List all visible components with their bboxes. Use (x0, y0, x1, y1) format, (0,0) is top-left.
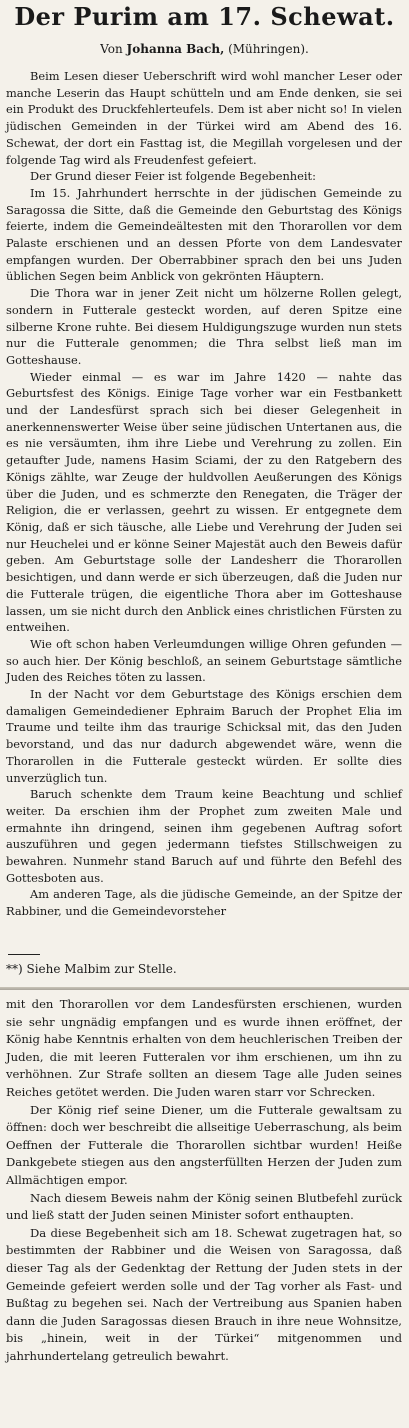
author-name: Johanna Bach, (126, 42, 225, 56)
article-title: Der Purim am 17. Schewat. (14, 2, 395, 31)
paragraph: Wie oft schon haben Verleumdungen willige Ohren gefunden — so auch hier. Der König beschloß, an seinem Geburtstage sämtliche Juden des Reiches töten zu lassen. (6, 636, 402, 685)
paragraph: Da diese Begebenheit sich am 18. Schewat zugetragen hat, so bestimmten der Rabbiner und die Weisen von Saragossa, daß dieser Tag als der Gedenktag der Rettung der Juden stets in der Gemeinde gefeiert werden solle und der Tag vorher als Fast- und Bußtag zu begehen sei. Nach der Vertreibung aus Spanien haben dann die Juden Saragossas diesen Brauch in ihre neue Wohnsitze, bis „hinein, weit in der Türkei“ mitgenommen und jahrhundertelang getreulich bewahrt. (6, 1225, 402, 1363)
paragraph: Baruch schenkte dem Traum keine Beachtung und schlief weiter. Da erschien ihm der Prophet zum zweiten Male und ermahnte ihn dringend, seinen ihm gegebenen Auftrag sofort auszuführen und gegen jedermann tiefstes Stillschweigen zu bewahren. Nunmehr stand Baruch auf und führte den Befehl des Gottesboten aus. (6, 787, 402, 885)
paragraph: Wieder einmal — es war im Jahre 1420 — nahte das Geburtsfest des Königs. Einige Tage vorher war ein Festbankett und der Landesfürst sprach sich bei dieser Gelegenheit in anerkennenswerter Weise über seine jüdischen Untertanen aus, die es nie versäumten, ihm ihre Liebe und Verehrung zu zollen. Ein getaufter Jude, namens Hasim Sciami, der zu den Ratgebern des Königs zählte, war Zeuge der huldvollen Aeußerungen des Königs über die Juden, und es schmerzte den Renegaten, die Träger der Religion, die er verlassen, geehrt zu wissen. Er entgegnete dem König, daß er sich täusche, alle Liebe und Verehrung der Juden sei nur Heuchelei und er könne Seiner Majestät auch den Beweis dafür geben. Am Geburtstage solle der Landesherr die Thorarollen besichtigen, und dann werde er sich überzeugen, daß die Juden nur die Futterale trügen, die eigentliche Thora aber im Gotteshause lassen, um sie nicht durch den Anblick eines christlichen Fürsten zu entweihen. (6, 369, 402, 635)
paragraph: Der Grund dieser Feier ist folgende Begebenheit: (30, 169, 316, 184)
paragraph: Im 15. Jahrhundert herrschte in der jüdischen Gemeinde zu Saragossa die Sitte, daß die Gemeinde den Geburtstag des Königs feierte, indem die Gemeindeältesten mit den Thorarollen vor dem Palaste erschienen und an dessen Pforte von dem Landesvater empfangen wurden. Der Oberrabbiner sprach den bei uns Juden üblichen Segen beim Anblick von gekrönten Häuptern. (6, 185, 402, 284)
paragraph: Beim Lesen dieser Ueberschrift wird wohl mancher Leser oder manche Leserin das Haupt schütteln und am Ende denken, sie sei ein Produkt des Druckfehlerteufels. Dem ist aber nicht so! In vielen jüdischen Gemeinden in der Türkei wird am Abend des 16. Schewat, der dort ein Fasttag ist, die Megillah vorgelesen und der folgende Tag wird als Freudenfest gefeiert. (6, 69, 402, 167)
paragraph: mit den Thorarollen vor dem Landesfürsten erschienen, wurden sie sehr ungnädig empfangen und es wurde ihnen eröffnet, der König habe Kenntnis erhalten von dem heuchlerischen Treiben der Juden, die mit leeren Futteralen vor ihm erschienen, um ihn zu verhöhnen. Zur Strafe sollten an diesem Tage alle Juden seines Reiches getötet werden. Die Juden waren starr vor Schrecken. (6, 997, 402, 1099)
byline (0, 41, 409, 57)
clipping-separator (0, 987, 409, 990)
byline-prefix: Von (100, 42, 123, 56)
paragraph: Der König rief seine Diener, um die Futterale gewaltsam zu öffnen: doch wer beschreibt die allseitige Ueberraschung, als beim Oeffnen der Futterale die Thorarollen sichtbar wurden! Heiße Dankgebete stiegen aus den angsterfüllten Herzen der Juden zum Allmächtigen empor. (6, 1102, 402, 1187)
author-location: (Mühringen). (228, 42, 309, 56)
paragraph: In der Nacht vor dem Geburtstage des Königs erschien dem damaligen Gemeindediener Ephraim Baruch der Prophet Elia im Traume und teilte ihm das traurige Schicksal mit, das den Juden bevorstand, und das nur dadurch abgewendet wäre, wenn die Thorarollen in die Futterale gesteckt würden. Er sollte dies unverzüglich tun. (6, 687, 402, 785)
article-column-1 (6, 68, 402, 920)
article-column-2 (6, 996, 402, 1365)
footnote-rule (8, 954, 40, 955)
footnote: **) Siehe Malbim zur Stelle. (6, 962, 177, 976)
paragraph: Die Thora war in jener Zeit nicht um hölzerne Rollen gelegt, sondern in Futterale gesteckt worden, auf deren Spitze eine silberne Krone ruhte. Bei diesem Huldigungszuge wurden nun stets nur die Futterale genommen; die Thra selbst ließ man im Gotteshause. (6, 286, 402, 367)
paragraph: Nach diesem Beweis nahm der König seinen Blutbefehl zurück und ließ statt der Juden seinen Minister sofort enthaupten. (6, 1190, 402, 1223)
paragraph: Am anderen Tage, als die jüdische Gemeinde, an der Spitze der Rabbiner, und die Gemeindevorsteher (6, 887, 402, 919)
